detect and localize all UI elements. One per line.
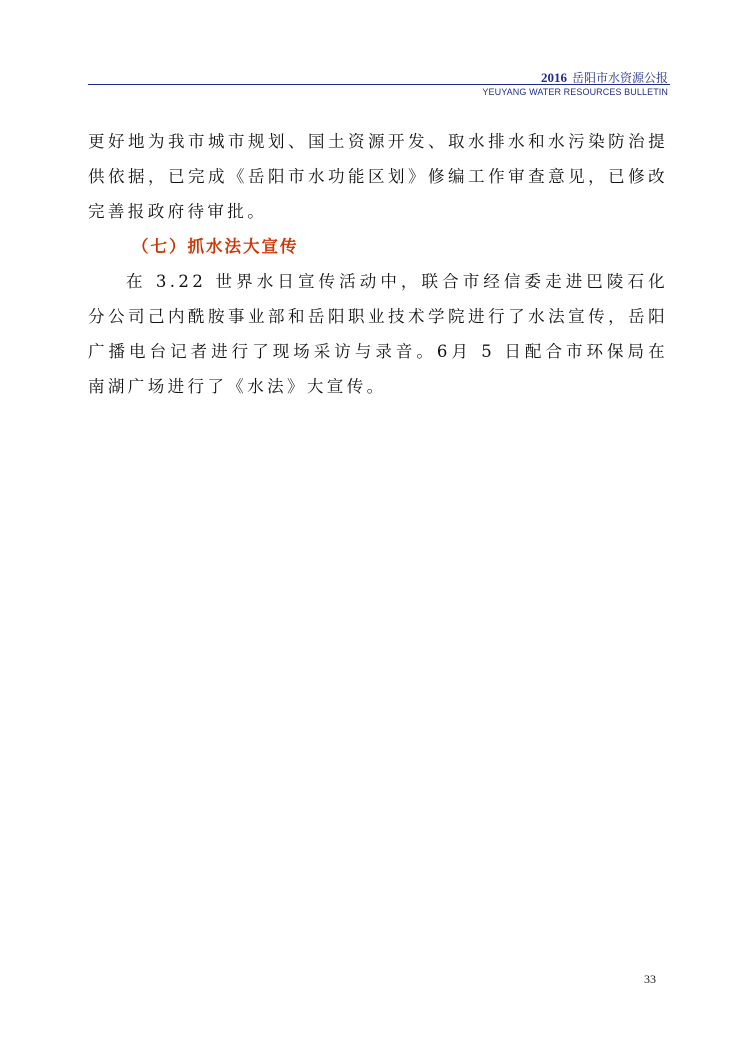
page-body xyxy=(88,124,668,404)
header-year: 2016 xyxy=(540,70,567,85)
page-number: 33 xyxy=(644,972,656,986)
running-header xyxy=(88,70,670,100)
header-rule xyxy=(88,84,670,85)
header-subtitle: YEUYANG WATER RESOURCES BULLETIN xyxy=(482,87,668,97)
body-paragraph-continued: 更好地为我市城市规划、国土资源开发、取水排水和水污染防治提供依据，已完成《岳阳市水功能区划》修编工作审查意见，已修改完善报政府待审批。 xyxy=(88,132,668,221)
body-paragraph: 在 3.22 世界水日宣传活动中，联合市经信委走进巴陵石化分公司己内酰胺事业部和岳阳职业技术学院进行了水法宣传，岳阳广播电台记者进行了现场采访与录音。6月 5 日配合市环保局在南湖广场进行了《水法》大宣传。 xyxy=(88,272,668,396)
header-title-text: 岳阳市水资源公报 xyxy=(571,71,668,85)
section-heading: （七）抓水法大宣传 xyxy=(132,237,299,256)
